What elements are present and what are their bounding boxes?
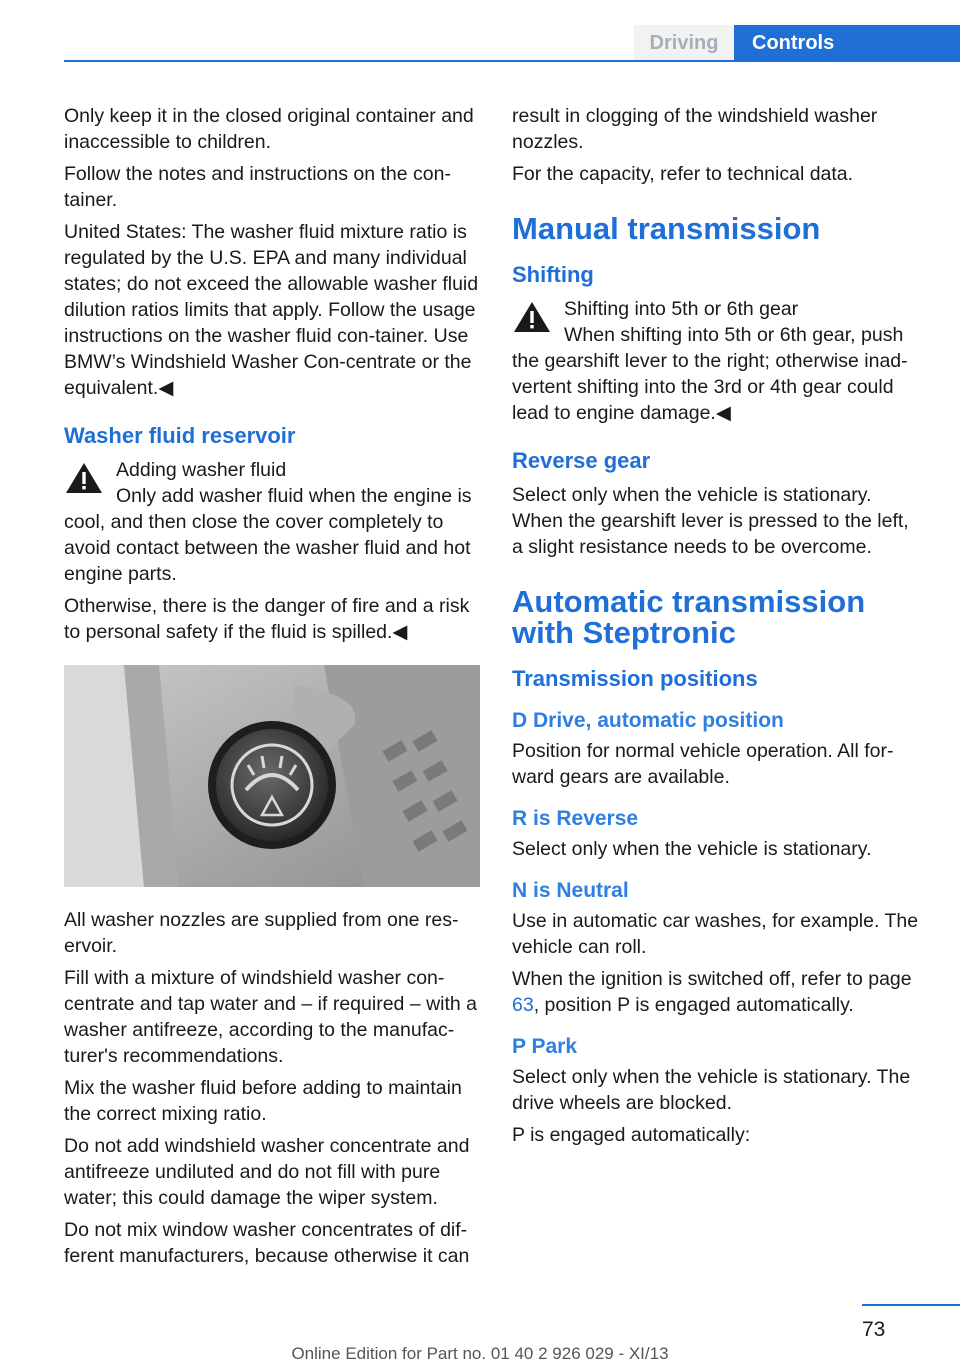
washer-reservoir-cap-photo bbox=[64, 665, 480, 887]
shifting-heading: Shifting bbox=[512, 262, 594, 287]
paragraph: Only keep it in the closed original container and inaccessible to children. bbox=[64, 105, 474, 153]
transmission-positions-heading: Transmission positions bbox=[512, 666, 758, 691]
warning-block bbox=[512, 296, 924, 426]
page-link[interactable]: 63 bbox=[512, 994, 534, 1016]
header-rule bbox=[64, 60, 960, 62]
paragraph: Select only when the vehicle is stationary. bbox=[512, 484, 872, 506]
warning-title: Shifting into 5th or 6th gear bbox=[564, 298, 799, 320]
paragraph bbox=[512, 966, 924, 1018]
manual-transmission-heading: Manual transmission bbox=[512, 211, 821, 246]
paragraph: Position for normal vehicle operation. All for‐ward gears are available. bbox=[512, 740, 894, 788]
warning-title: Adding washer fluid bbox=[116, 459, 287, 481]
reverse-gear-heading: Reverse gear bbox=[512, 448, 651, 473]
paragraph: For the capacity, refer to technical data. bbox=[512, 163, 854, 185]
warning-block bbox=[64, 457, 480, 587]
page-number: 73 bbox=[862, 1318, 886, 1341]
paragraph: Do not add windshield washer concentrate and antifreeze undiluted and do not fill with pure water; this could damage the wiper system. bbox=[64, 1135, 470, 1209]
paragraph: United States: The washer fluid mixture ratio is regulated by the U.S. EPA and many individual states; do not exceed the allowable washer fluid dilution ratios limits that apply. Follow the usage instructions on the washer fluid con‐tainer. Use BMW’s Windshield Washer Con‐centrate or the equivalent.◀ bbox=[64, 221, 479, 399]
header-tabs bbox=[634, 25, 960, 61]
warning-icon bbox=[512, 300, 552, 334]
warning-icon bbox=[64, 461, 104, 495]
d-drive-heading: D Drive, automatic position bbox=[512, 709, 784, 732]
automatic-transmission-heading: Automatic transmission with Steptronic bbox=[512, 584, 866, 650]
paragraph: When the gearshift lever is pressed to the left, a slight resistance needs to be overcome. bbox=[512, 510, 909, 558]
paragraph: result in clogging of the windshield washer nozzles. bbox=[512, 105, 878, 153]
paragraph: P is engaged automatically: bbox=[512, 1124, 751, 1146]
paragraph: Fill with a mixture of windshield washer con‐centrate and tap water and – if required – with a washer antifreeze, according to the manufac‐turer's recommendations. bbox=[64, 967, 478, 1067]
paragraph: Otherwise, there is the danger of fire and a risk to personal safety if the fluid is spilled.◀ bbox=[64, 595, 470, 643]
left-column bbox=[64, 103, 480, 1275]
n-neutral-heading: N is Neutral bbox=[512, 879, 629, 902]
ignition-text-end: , position P is engaged automatically. bbox=[533, 994, 854, 1016]
paragraph: Mix the washer fluid before adding to maintain the correct mixing ratio. bbox=[64, 1077, 462, 1125]
tab-controls: Controls bbox=[734, 25, 960, 61]
paragraph: All washer nozzles are supplied from one res‐ervoir. bbox=[64, 909, 459, 957]
right-column bbox=[512, 103, 924, 1154]
ignition-text: When the ignition is switched off, refer to page bbox=[512, 968, 912, 990]
paragraph: Follow the notes and instructions on the con‐tainer. bbox=[64, 163, 451, 211]
p-park-heading: P Park bbox=[512, 1035, 577, 1058]
r-reverse-heading: R is Reverse bbox=[512, 807, 639, 830]
washer-fluid-reservoir-heading: Washer fluid reservoir bbox=[64, 423, 296, 448]
warning-text: Only add washer fluid when the engine is cool, and then close the cover completely to avoid contact between the washer fluid and hot engine parts. bbox=[64, 485, 472, 585]
paragraph: Select only when the vehicle is stationary. The drive wheels are blocked. bbox=[512, 1066, 911, 1114]
paragraph: Do not mix window washer concentrates of dif‐ferent manufacturers, because otherwise it can bbox=[64, 1219, 470, 1267]
reservoir-cap-illustration bbox=[64, 665, 480, 887]
tab-driving: Driving bbox=[634, 25, 734, 61]
footer-rule bbox=[862, 1304, 960, 1306]
warning-text: When shifting into 5th or 6th gear, push the gearshift lever to the right; otherwise inad‐vertent shifting into the 3rd or 4th gear could lead to engine damage.◀ bbox=[512, 324, 908, 424]
paragraph: Select only when the vehicle is stationary. bbox=[512, 838, 872, 860]
paragraph: Use in automatic car washes, for example. The vehicle can roll. bbox=[512, 910, 919, 958]
footer-edition: Online Edition for Part no. 01 40 2 926 029 - XI/13 bbox=[291, 1344, 669, 1363]
